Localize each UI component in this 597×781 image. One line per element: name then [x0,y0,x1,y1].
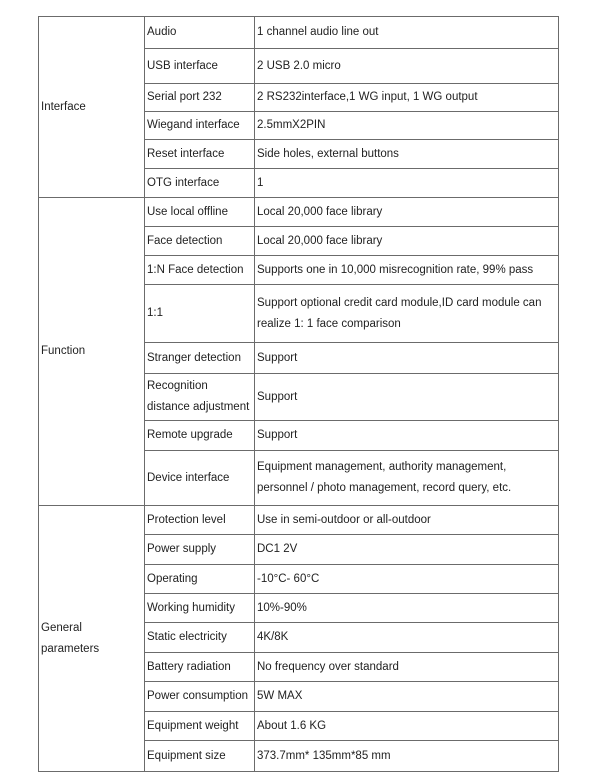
param-cell: Operating [145,565,255,594]
value-cell: Side holes, external buttons [255,140,559,169]
param-cell: Remote upgrade [145,421,255,451]
value-cell: Support [255,374,559,421]
param-cell: USB interface [145,49,255,84]
value-cell: 4K/8K [255,623,559,653]
value-cell: 1 channel audio line out [255,17,559,49]
param-cell: Battery radiation [145,653,255,682]
param-cell: Device interface [145,451,255,506]
value-cell: 2 RS232interface,1 WG input, 1 WG output [255,84,559,112]
value-cell: -10°C- 60°C [255,565,559,594]
spec-table [38,16,559,772]
table-row [39,17,559,49]
param-cell: Reset interface [145,140,255,169]
value-cell: Supports one in 10,000 misrecognition rate, 99% pass [255,256,559,285]
value-cell: 373.7mm* 135mm*85 mm [255,741,559,772]
param-cell: Face detection [145,227,255,256]
value-cell: 2 USB 2.0 micro [255,49,559,84]
table-row [39,506,559,535]
value-cell: Support [255,343,559,374]
value-cell: 2.5mmX2PIN [255,112,559,140]
category-cell: General parameters [39,506,145,772]
param-cell: Power consumption [145,682,255,712]
param-cell: Audio [145,17,255,49]
category-cell: Function [39,198,145,506]
param-cell: Stranger detection [145,343,255,374]
param-cell: 1:1 [145,285,255,343]
value-cell: 5W MAX [255,682,559,712]
value-cell: Support optional credit card module,ID card module can realize 1: 1 face comparison [255,285,559,343]
param-cell: Serial port 232 [145,84,255,112]
value-cell: Local 20,000 face library [255,227,559,256]
value-cell: DC1 2V [255,535,559,565]
category-cell: Interface [39,17,145,198]
value-cell: Use in semi-outdoor or all-outdoor [255,506,559,535]
param-cell: OTG interface [145,169,255,198]
value-cell: Support [255,421,559,451]
value-cell: 1 [255,169,559,198]
value-cell: About 1.6 KG [255,712,559,741]
value-cell: 10%-90% [255,594,559,623]
param-cell: Equipment weight [145,712,255,741]
param-cell: Power supply [145,535,255,565]
value-cell: Equipment management, authority management, personnel / photo management, record query, etc. [255,451,559,506]
param-cell: Recognition distance adjustment [145,374,255,421]
param-cell: Protection level [145,506,255,535]
table-row [39,198,559,227]
param-cell: Equipment size [145,741,255,772]
param-cell: 1:N Face detection [145,256,255,285]
value-cell: No frequency over standard [255,653,559,682]
param-cell: Static electricity [145,623,255,653]
param-cell: Use local offline [145,198,255,227]
param-cell: Wiegand interface [145,112,255,140]
value-cell: Local 20,000 face library [255,198,559,227]
param-cell: Working humidity [145,594,255,623]
